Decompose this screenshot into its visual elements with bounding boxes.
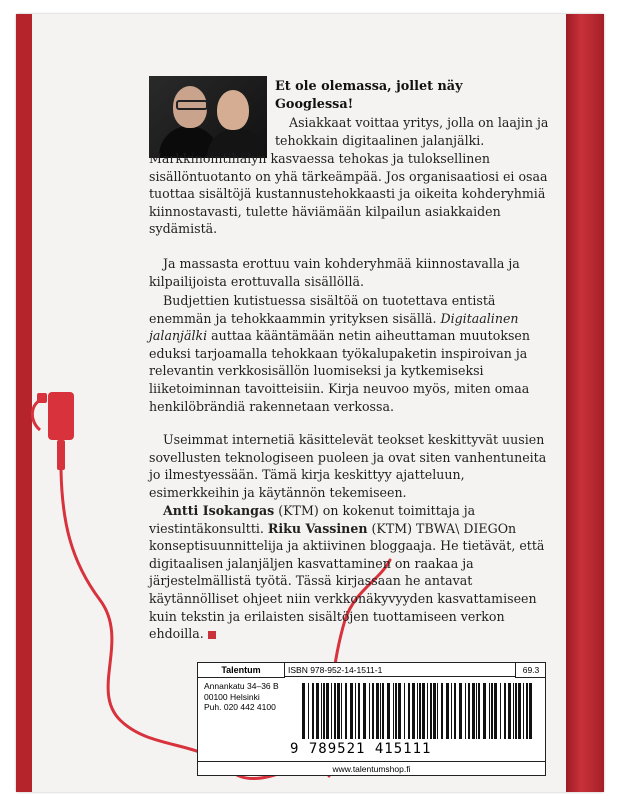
glasses-icon — [176, 100, 208, 110]
barcode-bar — [323, 683, 325, 739]
barcode-bar — [437, 683, 438, 739]
book-title-italic: Digitaalinen jalanjälki — [149, 310, 519, 344]
barcode-bar — [404, 683, 405, 739]
barcode-bar — [376, 683, 379, 739]
author-1-name: Antti Isokangas — [163, 503, 275, 518]
barcode-bar — [468, 683, 470, 739]
publisher-website: www.talentumshop.fi — [198, 761, 545, 776]
barcode-bar — [395, 683, 397, 739]
barcode-bar — [508, 683, 511, 739]
barcode-bar — [350, 683, 353, 739]
author-2-name: Riku Vassinen — [267, 520, 368, 536]
barcode-bar — [398, 683, 401, 739]
barcode-bar — [331, 683, 332, 739]
barcode-bar — [454, 683, 456, 739]
barcode-bar — [478, 683, 480, 739]
barcode-bar — [312, 683, 314, 739]
barcode-bar — [369, 683, 370, 739]
barcode-bar — [380, 683, 381, 739]
barcode-bar — [472, 683, 475, 739]
barcode-bar — [393, 683, 394, 739]
barcode-bar — [412, 683, 415, 739]
paragraph-3 — [149, 292, 549, 415]
publisher-barcode-label — [197, 662, 546, 776]
barcode-bar — [321, 683, 322, 739]
barcode-bar — [341, 683, 342, 739]
barcode-bar — [441, 683, 443, 739]
headline-line-1: Et ole olemassa, jollet näy — [275, 79, 463, 94]
barcode-bar — [504, 683, 506, 739]
classification-code: 69.3 — [515, 663, 546, 678]
intro-paragraph: Asiakkaat voittaa yritys, jolla on laajin ja tehokkain digitaalinen jalanjälki. — [275, 115, 549, 148]
barcode-bar — [337, 683, 340, 739]
barcode-bar — [316, 683, 319, 739]
author-2-description: (KTM) TBWA\ DIEGOn konseptisuunnittelija ja aktiivinen bloggaaja. He tietävät, että digitaalisen jalanjäljen kasvattaminen on raakaa ja järjestelmällistä työtä. Tässä kirjassaan he antavat käytännölliset ohjeet niin verkkonäkyvyyden kasvattamiseen kuin tekstin ja erilaisten sisältöjen tuottamiseen verkon ehdoilla. — [149, 520, 545, 642]
barcode-bar — [523, 683, 524, 739]
barcode-bar — [387, 683, 390, 739]
barcode-bar — [408, 683, 410, 739]
barcode-bar — [446, 683, 449, 739]
barcode-bar — [459, 683, 462, 739]
author-face-right — [217, 90, 249, 130]
paragraph-3-part-a: Budjettien kutistuessa sisältöä on tuotettava entistä enemmän ja tehokkaammin yrityksen sisällä. — [149, 293, 496, 326]
barcode-bar — [430, 683, 432, 739]
paragraph-3-part-b: auttaa kääntämään netin aiheuttaman muutoksen eduksi tarjoamalla tehokkaan työkalupaketin inspiroivan ja relevantin verkkosisällön luomiseksi ja kytkemiseksi liiketoiminnan tavoitteisiin. Kirja neuvoo myös, miten omaa henkilöbrändiä rakennetaan verkossa. — [149, 328, 530, 414]
cover-binding-left — [16, 14, 32, 792]
barcode-bar — [326, 683, 329, 739]
barcode-bar — [476, 683, 477, 739]
barcode-number: 9 789521 415111 — [290, 741, 432, 757]
barcode-bar — [417, 683, 418, 739]
author-1-description: (KTM) on kokenut toimittaja ja viestintäkonsultti. — [149, 503, 476, 536]
barcode-bar — [372, 683, 374, 739]
barcode-bar — [433, 683, 436, 739]
barcode-bar — [526, 683, 528, 739]
publisher-name: Talentum — [198, 663, 285, 678]
isbn: ISBN 978-952-14-1511-1 — [284, 663, 515, 677]
barcode-bar — [529, 683, 532, 739]
barcode-bar — [422, 683, 425, 739]
barcode-bar — [491, 683, 493, 739]
address-line-1: Annankatu 34–36 B — [204, 681, 279, 691]
barcode-bar — [363, 683, 366, 739]
paragraph-4: Useimmat internetiä käsittelevät teokset keskittyvät uusien sovellusten teknologiseen puoleen ja ovat siten vanhentuneita jo ilmestyessään. Tämä kirja keskittyy ajatteluun, esimerkkeihin ja käytännön tekemiseen. — [149, 432, 547, 500]
barcode-bar — [515, 683, 517, 739]
cover-spine-right — [566, 14, 604, 792]
barcode-bar — [483, 683, 486, 739]
barcode-icon — [298, 683, 538, 743]
barcode-bar — [489, 683, 490, 739]
headline-line-2: Googlessa! — [275, 96, 354, 112]
end-mark-icon — [208, 631, 216, 639]
barcode-bar — [355, 683, 356, 739]
paragraph-1: Markkinointihälyn kasvaessa tehokas ja tuloksellinen sisällöntuotanto on yhä tärkeämpää. Jos organisaatiosi ei osaa tuottaa sisältöjä kustannustehokkaasti ja oikeita kohderyhmiä kiinnostavasti, tulette häviämään kilpailun asiakkaiden sydämistä. — [149, 151, 548, 237]
barcode-bar — [345, 683, 347, 739]
barcode-bar — [358, 683, 360, 739]
address-line-3: Puh. 020 442 4100 — [204, 702, 276, 712]
barcode-bar — [308, 683, 309, 739]
paragraph-2: Ja massasta erottuu vain kohderyhmää kiinnostavalla ja kilpailijoista erottuvalla sisällöllä. — [149, 256, 520, 289]
barcode-bar — [500, 683, 501, 739]
barcode-bar — [494, 683, 497, 739]
barcode-bar — [518, 683, 521, 739]
publisher-address — [204, 681, 286, 713]
barcode-bar — [382, 683, 384, 739]
barcode-bar — [419, 683, 421, 739]
author-bio — [149, 502, 549, 643]
address-line-2: 00100 Helsinki — [204, 691, 260, 702]
barcode-bar — [451, 683, 452, 739]
barcode-bar — [334, 683, 336, 739]
authors-photo — [149, 76, 267, 158]
barcode-bar — [427, 683, 428, 739]
headline — [275, 78, 515, 113]
barcode-bar — [302, 683, 305, 739]
barcode-bar — [465, 683, 466, 739]
barcode-bar — [513, 683, 514, 739]
